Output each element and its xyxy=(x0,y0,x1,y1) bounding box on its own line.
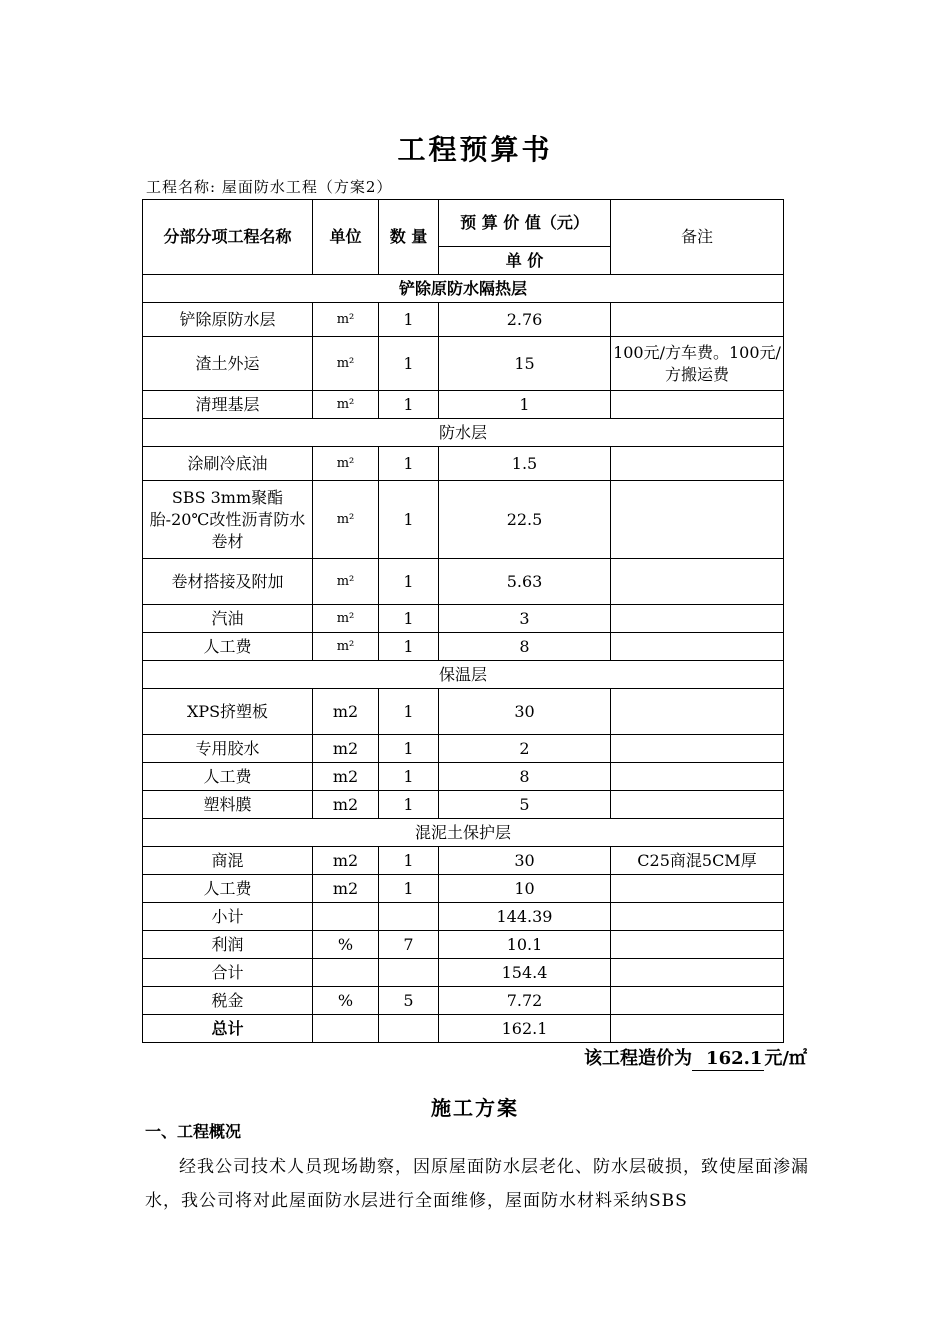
summary-qty: 5 xyxy=(379,987,439,1015)
summary-price: 10.1 xyxy=(439,931,611,959)
table-row xyxy=(143,605,784,633)
item-unit: m² xyxy=(313,633,379,661)
summary-row xyxy=(143,1015,784,1043)
item-unit: m2 xyxy=(313,735,379,763)
section-title: 保温层 xyxy=(143,661,784,689)
document-title: 工程预算书 xyxy=(397,133,553,166)
summary-qty xyxy=(379,1015,439,1043)
item-unit: m² xyxy=(313,337,379,391)
table-row xyxy=(143,847,784,875)
item-unit: m2 xyxy=(313,875,379,903)
item-price: 30 xyxy=(439,847,611,875)
table-row xyxy=(143,391,784,419)
item-qty: 1 xyxy=(379,303,439,337)
item-name: 塑料膜 xyxy=(143,791,313,819)
item-unit: m² xyxy=(313,303,379,337)
item-unit: m2 xyxy=(313,791,379,819)
table-row xyxy=(143,447,784,481)
summary-note xyxy=(611,1015,784,1043)
section-title: 防水层 xyxy=(143,419,784,447)
item-name: 专用胶水 xyxy=(143,735,313,763)
plan-title: 施工方案 xyxy=(431,1096,519,1120)
header-name: 分部分项工程名称 xyxy=(143,200,313,275)
section-title: 铲除原防水隔热层 xyxy=(143,275,784,303)
table-row xyxy=(143,481,784,559)
item-qty: 1 xyxy=(379,847,439,875)
item-price: 5.63 xyxy=(439,559,611,605)
total-cost-line xyxy=(584,1044,807,1071)
summary-row xyxy=(143,931,784,959)
summary-name: 小计 xyxy=(143,903,313,931)
item-qty: 1 xyxy=(379,735,439,763)
item-price: 5 xyxy=(439,791,611,819)
budget-table xyxy=(142,199,784,1043)
item-qty: 1 xyxy=(379,391,439,419)
item-unit: m² xyxy=(313,559,379,605)
item-price: 8 xyxy=(439,763,611,791)
item-qty: 1 xyxy=(379,605,439,633)
item-note xyxy=(611,763,784,791)
item-unit: m² xyxy=(313,605,379,633)
item-name: 商混 xyxy=(143,847,313,875)
item-price: 2 xyxy=(439,735,611,763)
item-note xyxy=(611,689,784,735)
summary-unit xyxy=(313,1015,379,1043)
summary-name: 合计 xyxy=(143,959,313,987)
item-name: XPS挤塑板 xyxy=(143,689,313,735)
item-name: 渣土外运 xyxy=(143,337,313,391)
summary-qty xyxy=(379,959,439,987)
table-row xyxy=(143,337,784,391)
section-title: 混泥土保护层 xyxy=(143,819,784,847)
summary-name: 税金 xyxy=(143,987,313,1015)
overview-paragraph: 经我公司技术人员现场勘察，因原屋面防水层老化、防水层破损，致使屋面渗漏水，我公司将对此屋面防水层进行全面维修，屋面防水材料采纳SBS xyxy=(145,1157,809,1211)
header-qty: 数 量 xyxy=(379,200,439,275)
total-cost-label: 该工程造价为 xyxy=(584,1048,693,1069)
item-price: 15 xyxy=(439,337,611,391)
summary-unit: % xyxy=(313,931,379,959)
item-qty: 1 xyxy=(379,559,439,605)
summary-name: 总计 xyxy=(143,1015,313,1043)
item-unit: m2 xyxy=(313,689,379,735)
table-row xyxy=(143,791,784,819)
item-name: 人工费 xyxy=(143,875,313,903)
table-row xyxy=(143,735,784,763)
item-note xyxy=(611,481,784,559)
item-price: 22.5 xyxy=(439,481,611,559)
item-unit: m² xyxy=(313,391,379,419)
table-row xyxy=(143,875,784,903)
header-unit: 单位 xyxy=(313,200,379,275)
item-qty: 1 xyxy=(379,791,439,819)
item-note xyxy=(611,791,784,819)
section-row xyxy=(143,275,784,303)
item-note xyxy=(611,391,784,419)
item-price: 3 xyxy=(439,605,611,633)
item-qty: 1 xyxy=(379,689,439,735)
item-name: 汽油 xyxy=(143,605,313,633)
item-note xyxy=(611,605,784,633)
table-row xyxy=(143,559,784,605)
summary-unit: % xyxy=(313,987,379,1015)
item-unit: m2 xyxy=(313,763,379,791)
item-qty: 1 xyxy=(379,763,439,791)
summary-price: 7.72 xyxy=(439,987,611,1015)
section-row xyxy=(143,819,784,847)
summary-note xyxy=(611,931,784,959)
section-row xyxy=(143,419,784,447)
item-unit: m² xyxy=(313,481,379,559)
item-note xyxy=(611,875,784,903)
item-note: C25商混5CM厚 xyxy=(611,847,784,875)
summary-price: 162.1 xyxy=(439,1015,611,1043)
summary-unit xyxy=(313,903,379,931)
project-name: 工程名称: 屋面防水工程（方案2） xyxy=(146,178,393,196)
item-name: 人工费 xyxy=(143,633,313,661)
item-qty: 1 xyxy=(379,481,439,559)
summary-qty xyxy=(379,903,439,931)
header-budget-value: 预 算 价 值（元） xyxy=(439,200,611,247)
item-name: 涂刷冷底油 xyxy=(143,447,313,481)
item-note: 100元/方车费。100元/方搬运费 xyxy=(611,337,784,391)
item-price: 30 xyxy=(439,689,611,735)
table-row xyxy=(143,633,784,661)
item-qty: 1 xyxy=(379,337,439,391)
summary-note xyxy=(611,959,784,987)
summary-row xyxy=(143,903,784,931)
item-qty: 1 xyxy=(379,875,439,903)
item-price: 1.5 xyxy=(439,447,611,481)
total-cost-value: 162.1 xyxy=(692,1048,764,1071)
item-price: 1 xyxy=(439,391,611,419)
table-row xyxy=(143,303,784,337)
summary-note xyxy=(611,987,784,1015)
item-qty: 1 xyxy=(379,633,439,661)
header-row xyxy=(143,200,784,247)
item-qty: 1 xyxy=(379,447,439,481)
item-price: 8 xyxy=(439,633,611,661)
summary-row xyxy=(143,987,784,1015)
overview-heading: 一、工程概况 xyxy=(145,1122,242,1141)
item-note xyxy=(611,559,784,605)
total-cost-unit: 元/㎡ xyxy=(764,1048,807,1069)
item-name: 人工费 xyxy=(143,763,313,791)
item-note xyxy=(611,447,784,481)
item-name: 铲除原防水层 xyxy=(143,303,313,337)
summary-note xyxy=(611,903,784,931)
item-price: 10 xyxy=(439,875,611,903)
table-row xyxy=(143,689,784,735)
summary-name: 利润 xyxy=(143,931,313,959)
header-unit-price: 单 价 xyxy=(439,247,611,275)
summary-row xyxy=(143,959,784,987)
item-note xyxy=(611,735,784,763)
summary-qty: 7 xyxy=(379,931,439,959)
table-row xyxy=(143,763,784,791)
item-note xyxy=(611,633,784,661)
summary-price: 154.4 xyxy=(439,959,611,987)
header-note: 备注 xyxy=(611,200,784,275)
summary-unit xyxy=(313,959,379,987)
item-unit: m² xyxy=(313,447,379,481)
summary-price: 144.39 xyxy=(439,903,611,931)
section-row xyxy=(143,661,784,689)
item-name: SBS 3mm聚酯胎-20℃改性沥青防水卷材 xyxy=(143,481,313,559)
item-price: 2.76 xyxy=(439,303,611,337)
item-unit: m2 xyxy=(313,847,379,875)
item-name: 清理基层 xyxy=(143,391,313,419)
item-name: 卷材搭接及附加 xyxy=(143,559,313,605)
item-note xyxy=(611,303,784,337)
